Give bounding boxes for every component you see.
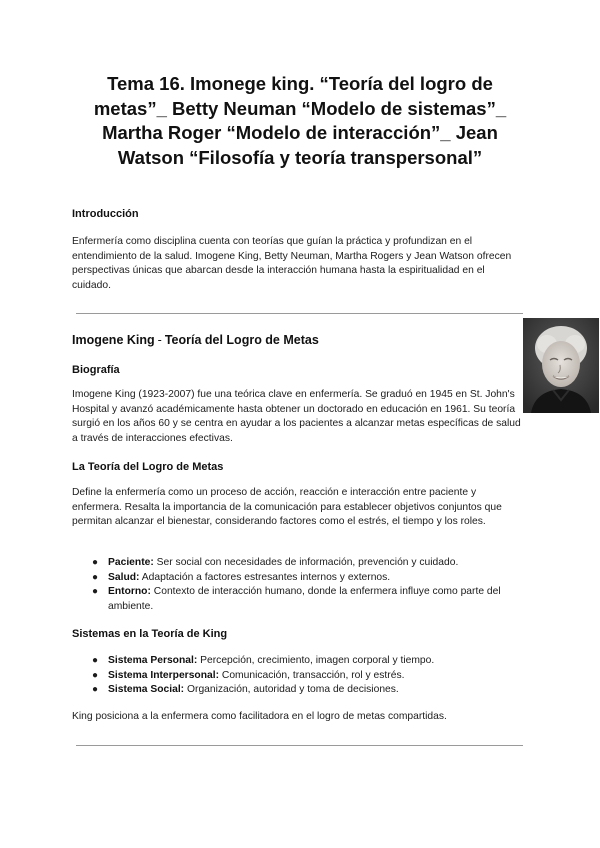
intro-paragraph: Enfermería como disciplina cuenta con teorías que guían la práctica y profundizan en el entendimiento de la salud. Imogene King, Betty Neuman, Martha Rogers y Jean Watson ofrecen perspectivas únicas que abarcan desde la interacción humana hasta la espiritualidad en el cuidado. (72, 236, 512, 291)
concept-term: Salud: (108, 571, 140, 583)
theory-paragraph: Define la enfermería como un proceso de acción, reacción e interacción entre paciente y enfermera. Resalta la importancia de la comunicación para establecer objetivos conjuntos que permitan alcanzar el bienestar, considerando factores como el estrés, el tiempo y los roles. (72, 487, 502, 528)
concepts-list (72, 556, 522, 614)
portrait-image (523, 318, 599, 413)
imogene-king-photo (523, 318, 599, 413)
title-separator: - (157, 333, 162, 347)
section-divider-top (76, 313, 523, 314)
bullet-icon: ● (92, 586, 99, 598)
closing-paragraph: King posiciona a la enfermera como facilitadora en el logro de metas compartidas. (72, 711, 447, 722)
intro-heading: Introducción (72, 208, 139, 220)
list-item (72, 571, 522, 586)
system-term: Sistema Social: (108, 684, 185, 696)
bullet-icon: ● (92, 557, 99, 568)
system-desc: Comunicación, transacción, rol y estrés. (221, 669, 405, 681)
system-desc: Organización, autoridad y toma de decisiones. (187, 684, 399, 696)
bullet-icon: ● (92, 571, 99, 583)
section-title-king (72, 333, 319, 347)
king-name: Imogene King (72, 333, 155, 347)
system-desc: Percepción, crecimiento, imagen corporal y tiempo. (200, 655, 435, 666)
section-divider-bottom (76, 745, 523, 746)
bullet-icon: ● (92, 669, 99, 681)
systems-heading: Sistemas en la Teoría de King (72, 628, 228, 640)
concept-term: Entorno: (108, 586, 151, 598)
list-item (72, 556, 522, 571)
theory-heading: La Teoría del Logro de Metas (72, 461, 224, 473)
bullet-icon: ● (92, 684, 99, 696)
list-item (72, 669, 522, 684)
list-item (72, 654, 522, 669)
system-term: Sistema Personal: (108, 655, 198, 666)
concept-desc: Contexto de interacción humano, donde la enfermera influye como parte del ambiente. (108, 586, 501, 612)
concept-desc: Adaptación a factores estresantes internos y externos. (141, 571, 391, 583)
biography-paragraph: Imogene King (1923-2007) fue una teórica clave en enfermería. Se graduó en 1945 en St. John's Hospital y avanzó académicamente hasta obtener un doctorado en educación en 1961. Su teoría surgió en los años 60 y se centra en ayudar a los pacientes a alcanzar metas específicas de salud a través de interacciones efectivas. (72, 389, 521, 444)
list-item (72, 585, 522, 614)
bullet-icon: ● (92, 655, 99, 666)
biography-heading: Biografía (72, 364, 120, 376)
concept-term: Paciente: (108, 557, 154, 568)
king-theory-name: Teoría del Logro de Metas (164, 333, 319, 347)
list-item (72, 683, 522, 698)
page-title: Tema 16. Imonege king. “Teoría del logro de metas”_ Betty Neuman “Modelo de sistemas”_ Martha Roger “Modelo de interacción”_ Jean Watson “Filosofía y teoría transpersonal” (93, 73, 507, 168)
concept-desc: Ser social con necesidades de información, prevención y cuidado. (156, 557, 459, 568)
system-term: Sistema Interpersonal: (108, 669, 220, 681)
systems-list (72, 654, 522, 698)
